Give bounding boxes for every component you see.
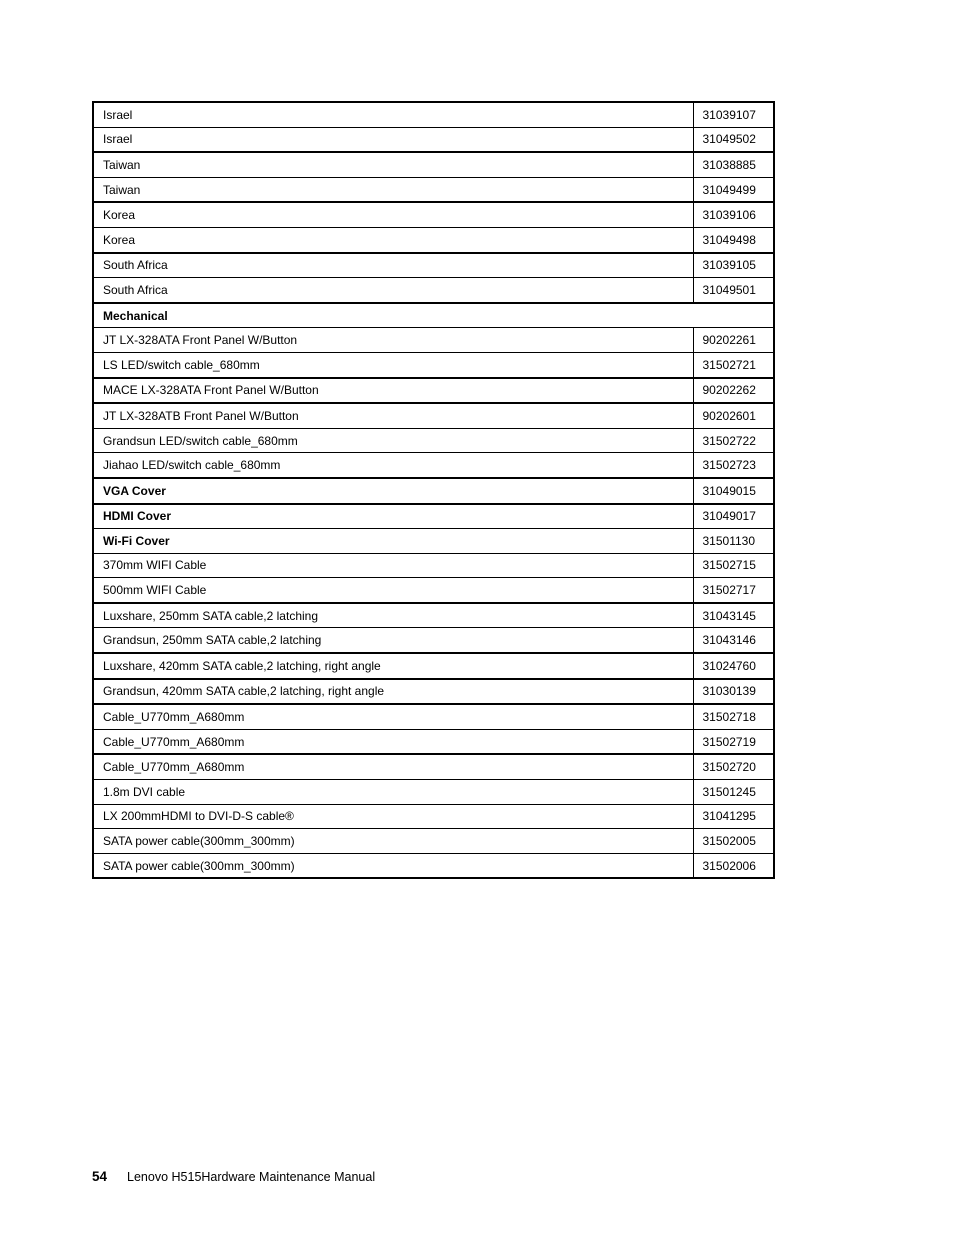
page-number: 54 xyxy=(92,1169,108,1184)
part-description-cell: Israel xyxy=(93,102,693,127)
part-number-cell: 31502006 xyxy=(693,853,774,878)
part-number-cell: 31049017 xyxy=(693,504,774,529)
part-description-cell: Luxshare, 250mm SATA cable,2 latching xyxy=(93,603,693,628)
part-description-cell: Grandsun, 420mm SATA cable,2 latching, right angle xyxy=(93,679,693,705)
part-description-cell: Cable_U770mm_A680mm xyxy=(93,729,693,754)
parts-table-body xyxy=(93,102,774,878)
part-description-cell: Grandsun LED/switch cable_680mm xyxy=(93,428,693,453)
table-row xyxy=(93,553,774,578)
part-description-cell: South Africa xyxy=(93,278,693,303)
table-row xyxy=(93,529,774,554)
table-row xyxy=(93,403,774,428)
part-number-cell: 31049498 xyxy=(693,227,774,252)
table-row xyxy=(93,453,774,478)
table-row xyxy=(93,704,774,729)
part-number-cell: 31041295 xyxy=(693,804,774,829)
part-number-cell: 31049502 xyxy=(693,127,774,152)
table-row xyxy=(93,177,774,202)
table-row xyxy=(93,328,774,353)
part-number-cell: 31501245 xyxy=(693,780,774,805)
table-row xyxy=(93,829,774,854)
part-description-cell: MACE LX-328ATA Front Panel W/Button xyxy=(93,378,693,404)
part-description-cell: VGA Cover xyxy=(93,478,693,504)
part-number-cell: 31039105 xyxy=(693,253,774,278)
part-description-cell: SATA power cable(300mm_300mm) xyxy=(93,829,693,854)
part-description-cell: Israel xyxy=(93,127,693,152)
part-number-cell: 31049501 xyxy=(693,278,774,303)
table-row xyxy=(93,780,774,805)
table-row xyxy=(93,504,774,529)
table-row xyxy=(93,603,774,628)
part-description-cell: Mechanical xyxy=(93,303,774,328)
part-number-cell: 31039106 xyxy=(693,202,774,227)
part-description-cell: Korea xyxy=(93,202,693,227)
part-number-cell: 31049499 xyxy=(693,177,774,202)
table-row xyxy=(93,303,774,328)
table-row xyxy=(93,853,774,878)
table-row xyxy=(93,278,774,303)
part-number-cell: 31502721 xyxy=(693,352,774,377)
part-description-cell: Grandsun, 250mm SATA cable,2 latching xyxy=(93,628,693,653)
table-row xyxy=(93,628,774,653)
part-description-cell: Cable_U770mm_A680mm xyxy=(93,754,693,779)
part-number-cell: 31039107 xyxy=(693,102,774,127)
part-description-cell: Taiwan xyxy=(93,152,693,177)
table-row xyxy=(93,227,774,252)
part-number-cell: 31502719 xyxy=(693,729,774,754)
table-row xyxy=(93,729,774,754)
part-number-cell: 31030139 xyxy=(693,679,774,705)
part-number-cell: 31043145 xyxy=(693,603,774,628)
part-number-cell: 31024760 xyxy=(693,653,774,679)
part-number-cell: 31502717 xyxy=(693,578,774,603)
part-number-cell: 31043146 xyxy=(693,628,774,653)
part-description-cell: HDMI Cover xyxy=(93,504,693,529)
part-description-cell: SATA power cable(300mm_300mm) xyxy=(93,853,693,878)
part-description-cell: 370mm WIFI Cable xyxy=(93,553,693,578)
table-row xyxy=(93,679,774,705)
table-row xyxy=(93,428,774,453)
table-row xyxy=(93,578,774,603)
part-number-cell: 31502722 xyxy=(693,428,774,453)
table-row xyxy=(93,152,774,177)
part-number-cell: 31502720 xyxy=(693,754,774,779)
part-number-cell: 90202262 xyxy=(693,378,774,404)
part-number-cell: 31502718 xyxy=(693,704,774,729)
part-number-cell: 31501130 xyxy=(693,529,774,554)
part-description-cell: Korea xyxy=(93,227,693,252)
table-row xyxy=(93,253,774,278)
part-number-cell: 31502723 xyxy=(693,453,774,478)
part-number-cell: 31502005 xyxy=(693,829,774,854)
table-row xyxy=(93,378,774,404)
part-number-cell: 90202601 xyxy=(693,403,774,428)
part-description-cell: Luxshare, 420mm SATA cable,2 latching, right angle xyxy=(93,653,693,679)
part-description-cell: Cable_U770mm_A680mm xyxy=(93,704,693,729)
part-number-cell: 31502715 xyxy=(693,553,774,578)
part-description-cell: JT LX-328ATB Front Panel W/Button xyxy=(93,403,693,428)
table-row xyxy=(93,202,774,227)
table-row xyxy=(93,804,774,829)
table-row xyxy=(93,352,774,377)
part-description-cell: 500mm WIFI Cable xyxy=(93,578,693,603)
part-description-cell: LS LED/switch cable_680mm xyxy=(93,352,693,377)
footer-title: Lenovo H515Hardware Maintenance Manual xyxy=(127,1170,376,1184)
part-description-cell: Jiahao LED/switch cable_680mm xyxy=(93,453,693,478)
parts-table xyxy=(92,101,775,879)
table-row xyxy=(93,102,774,127)
part-description-cell: LX 200mmHDMI to DVI-D-S cable® xyxy=(93,804,693,829)
part-description-cell: JT LX-328ATA Front Panel W/Button xyxy=(93,328,693,353)
part-number-cell: 90202261 xyxy=(693,328,774,353)
part-number-cell: 31038885 xyxy=(693,152,774,177)
part-description-cell: Wi-Fi Cover xyxy=(93,529,693,554)
table-row xyxy=(93,653,774,679)
part-number-cell: 31049015 xyxy=(693,478,774,504)
part-description-cell: South Africa xyxy=(93,253,693,278)
table-row xyxy=(93,754,774,779)
part-description-cell: 1.8m DVI cable xyxy=(93,780,693,805)
page-footer xyxy=(92,1169,375,1185)
table-row xyxy=(93,127,774,152)
part-description-cell: Taiwan xyxy=(93,177,693,202)
table-row xyxy=(93,478,774,504)
